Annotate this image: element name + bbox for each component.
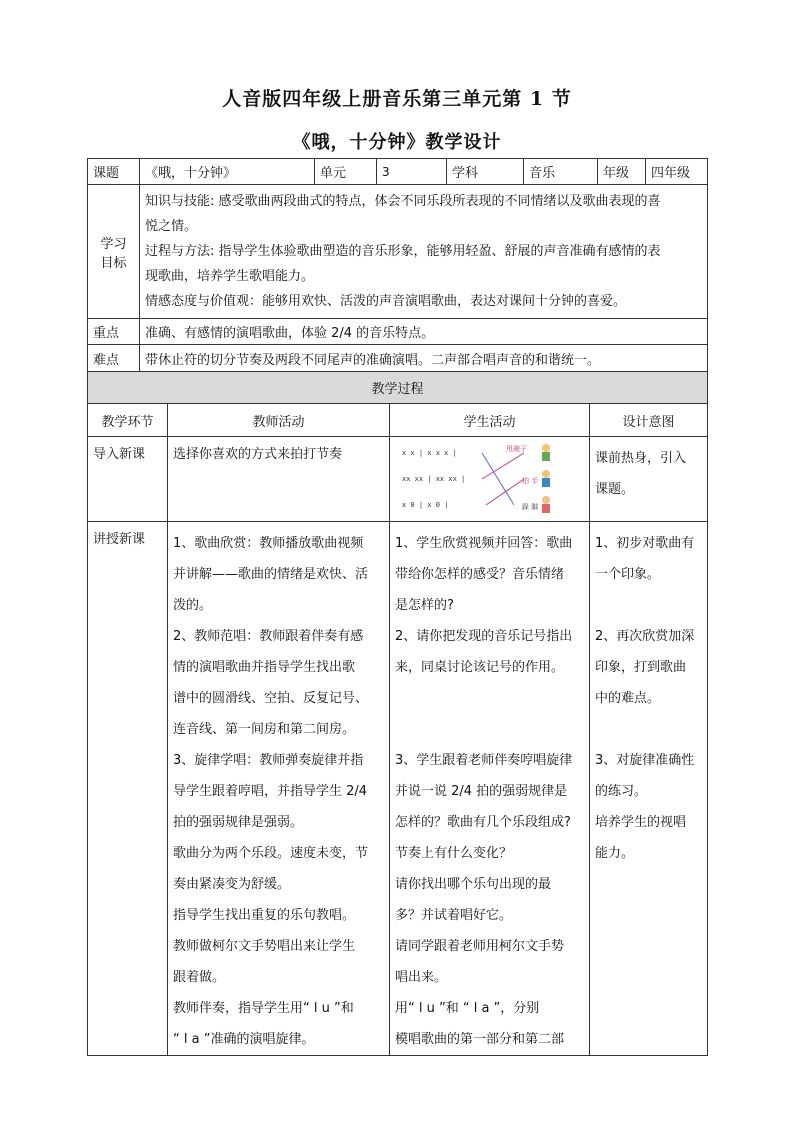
picture-label: 跺 脚 xyxy=(522,503,539,511)
student-line: 节奏上有什么变化？ xyxy=(395,846,513,861)
topic-value: 《哦，十分钟》 xyxy=(140,159,315,185)
rhythm-line: x 0 | x 0 | xyxy=(402,501,449,509)
purpose-line: 中的难点。 xyxy=(595,691,661,706)
teacher-line: 2、教师范唱：教师跟着伴奏有感 xyxy=(173,629,364,644)
intro-purpose xyxy=(590,437,708,522)
purpose-line: 一个印象。 xyxy=(595,567,661,582)
objective-line: 知识与技能: 感受歌曲两段曲式的特点，体会不同乐段所表现的不同情绪以及歌曲表现的喜 xyxy=(145,194,661,209)
student-line: 唱出来。 xyxy=(395,970,448,985)
rhythm-line: x x | x x x | xyxy=(402,449,457,457)
process-title-row xyxy=(88,372,708,404)
objective-line: 悦之情。 xyxy=(145,219,198,234)
purpose-line xyxy=(595,590,702,621)
purpose-line: 印象，打到歌曲 xyxy=(595,660,687,675)
teach-purpose xyxy=(590,522,708,1056)
objective-line: 现歌曲，培养学生歌唱能力。 xyxy=(145,269,315,284)
teacher-line: 奏由紧凑变为舒缓。 xyxy=(173,877,291,892)
purpose-line: 能力。 xyxy=(595,846,635,861)
teacher-line: 教师伴奏，指导学生用“ l u ”和 xyxy=(173,1001,354,1016)
objective-line: 过程与方法: 指导学生体验歌曲塑造的音乐形象，能够用轻盈、舒展的声音准确有感情的表 xyxy=(145,244,661,259)
student-line: 是怎样的? xyxy=(395,598,454,613)
purpose-line: 3、对旋律准确性 xyxy=(595,753,695,768)
teacher-line: 3、旋律学唱：教师弹奏旋律并指 xyxy=(173,753,364,768)
header-stage: 教学环节 xyxy=(88,404,168,437)
teacher-line: 连音线、第一间房和第二间房。 xyxy=(173,722,356,737)
process-title: 教学过程 xyxy=(88,372,708,404)
student-line: 1、学生欣赏视频并回答：歌曲 xyxy=(395,536,573,551)
teach-stage: 讲授新课 xyxy=(88,522,168,1056)
purpose-line xyxy=(595,714,702,745)
grade-label: 年级 xyxy=(598,159,646,185)
teacher-line: 1、歌曲欣赏：教师播放歌曲视频 xyxy=(173,536,364,551)
student-line: 请同学跟着老师用柯尔文手势 xyxy=(395,939,565,954)
subject-label: 学科 xyxy=(447,159,524,185)
intro-stage: 导入新课 xyxy=(88,437,168,522)
teach-row xyxy=(88,522,708,1056)
unit-label: 单元 xyxy=(315,159,377,185)
objectives-label-line: 学习 xyxy=(100,236,127,252)
picture-label: 甩碗子 xyxy=(506,445,527,453)
teach-teacher xyxy=(168,522,390,1056)
header-purpose: 设计意图 xyxy=(590,404,708,437)
teach-student xyxy=(390,522,590,1056)
topic-label: 课题 xyxy=(88,159,140,185)
student-line: 2、请你把发现的音乐记号指出 xyxy=(395,629,573,644)
teacher-line: 情的演唱歌曲并指导学生找出歌 xyxy=(173,660,356,675)
picture-label: 拍 手 xyxy=(522,477,539,485)
objective-line: 情感态度与价值观：能够用欢快、活泼的声音演唱歌曲，表达对课间十分钟的喜爱。 xyxy=(145,294,627,309)
teacher-line: 导学生跟着哼唱，并指导学生 2/4 xyxy=(173,784,368,799)
match-line xyxy=(486,479,524,505)
key-point-label: 重点 xyxy=(88,319,140,345)
purpose-line: 培养学生的视唱 xyxy=(595,815,687,830)
header-teacher: 教师活动 xyxy=(168,404,390,437)
student-line: 多？并试着唱好它。 xyxy=(395,908,513,923)
student-line: 怎样的？歌曲有几个乐段组成? xyxy=(395,815,571,830)
intro-purpose-line: 课前热身，引入 xyxy=(595,451,687,466)
teacher-line: 歌曲分为两个乐段。速度未变，节 xyxy=(173,846,369,861)
student-line: 请你找出哪个乐句出现的最 xyxy=(395,877,552,892)
teacher-line: 并讲解——歌曲的情绪是欢快、活 xyxy=(173,567,369,582)
objectives-label-line: 目标 xyxy=(100,255,127,271)
student-line: 带给你怎样的感受？音乐情绪 xyxy=(395,567,565,582)
rhythm-line: xx xx | xx xx | xyxy=(402,475,466,483)
teacher-line: 谱中的圆滑线、空拍、反复记号、 xyxy=(173,691,369,706)
subject-value: 音乐 xyxy=(524,159,598,185)
objectives-text xyxy=(140,185,708,319)
unit-value: 3 xyxy=(377,159,447,185)
rhythm-exercise xyxy=(390,437,590,522)
key-point-row xyxy=(88,319,708,345)
objectives-row xyxy=(88,185,708,319)
rhythm-diagram xyxy=(394,439,584,515)
process-header-row xyxy=(88,404,708,437)
difficulty-label: 难点 xyxy=(88,345,140,372)
lesson-info-table xyxy=(87,158,708,372)
kid-figure-icon xyxy=(542,470,550,487)
difficulty-text: 带休止符的切分节奏及两段不同尾声的准确演唱。二声部合唱声音的和谐统一。 xyxy=(140,345,708,372)
info-row xyxy=(88,159,708,185)
key-point-text: 准确、有感情的演唱歌曲，体验 2/4 的音乐特点。 xyxy=(140,319,708,345)
grade-value: 四年级 xyxy=(646,159,708,185)
teacher-line: 泼的。 xyxy=(173,598,213,613)
objectives-label xyxy=(88,185,140,319)
purpose-line: 2、再次欣赏加深 xyxy=(595,629,695,644)
intro-teacher: 选择你喜欢的方式来拍打节奏 xyxy=(168,437,390,522)
intro-row xyxy=(88,437,708,522)
student-line: 模唱歌曲的第一部分和第二部 xyxy=(395,1032,565,1047)
student-line xyxy=(395,683,584,714)
header-student: 学生活动 xyxy=(390,404,590,437)
teacher-line: “ l a ”准确的演唱旋律。 xyxy=(173,1032,315,1047)
page-title: 人音版四年级上册音乐第三单元第 1 节 xyxy=(222,88,572,110)
teacher-line: 指导学生找出重复的乐句教唱。 xyxy=(173,908,356,923)
teacher-line: 教师做柯尔文手势唱出来让学生 xyxy=(173,939,356,954)
intro-purpose-line: 课题。 xyxy=(595,482,635,497)
student-line: 用“ l u ”和 “ l a ”，分别 xyxy=(395,1001,540,1016)
student-line: 来，同桌讨论该记号的作用。 xyxy=(395,660,565,675)
purpose-line: 的练习。 xyxy=(595,784,648,799)
teacher-line: 拍的强弱规律是强弱。 xyxy=(173,815,304,830)
teacher-line: 跟着做。 xyxy=(173,970,226,985)
difficulty-row xyxy=(88,345,708,372)
student-line: 并说一说 2/4 拍的强弱规律是 xyxy=(395,784,568,799)
kid-figure-icon xyxy=(542,496,550,513)
student-line: 3、学生跟着老师伴奏哼唱旋律 xyxy=(395,753,573,768)
student-line xyxy=(395,714,584,745)
lesson-title: 《哦，十分钟》教学设计 xyxy=(292,132,502,153)
purpose-line: 1、初步对歌曲有 xyxy=(595,536,695,551)
process-table xyxy=(87,371,708,1056)
kid-figure-icon xyxy=(542,444,550,461)
match-line xyxy=(482,453,524,479)
